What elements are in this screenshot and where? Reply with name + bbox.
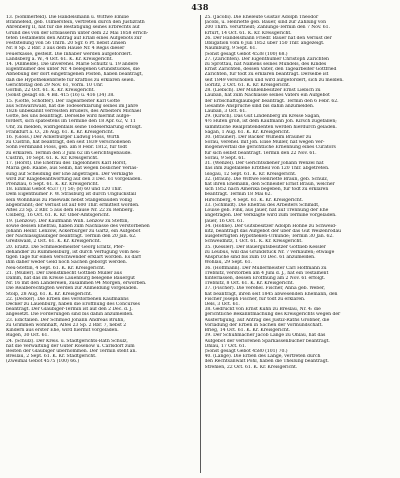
- text-line: 200 Thlrn. verurtheilt; Zahlungs-Termin den 7 Nov. 61.: [204, 25, 330, 31]
- text-line: Greifswald, 2 Oct. 61. K. Kr. Kreisgericht.: [6, 239, 101, 245]
- text-line: 1826 unbekannt verreisten Bruders, des Arbeiters Michael: [6, 108, 141, 114]
- text-line: Johann Heinr. Lenzow, Ackerbürger zu Gartz, ein Aufgebot: [6, 228, 141, 234]
- text-line: Jacobi, u. Henriette geb. Bauer, sind zur Zahlung von: [204, 20, 327, 26]
- right-column: [205, 15, 395, 473]
- text-line: Gerichtstag den 29 Nov. 61, Vorm. 10 Uhr.: [6, 82, 104, 88]
- text-line: hat beantragt, ihren seit 1845 abwesenden Ehemann, den: [204, 291, 338, 297]
- text-line: Altes 23 Sp. 2 Rbr. 5 aus dem Hause Nr. 22 zu Rehberg.: [6, 208, 134, 214]
- text-line: zu Cüstrin, hat beantragt, den seit 1839 verschollenen: [6, 140, 131, 146]
- text-line: angetragen. Der Verklagte wird zum Termine vorgeladen.: [204, 213, 337, 219]
- text-line: Ohlau, 17 Oct. 61.: [204, 343, 247, 349]
- text-line: Nr. 8 Sp. 2 Rbr. 3 aus dem Hause Nr. 4 Regis dieser: [6, 46, 125, 52]
- text-line: 15. (Gotte, Schöffer). Der Tagearbeiter Karl Gotte: [6, 98, 120, 104]
- text-line: 33. (Schmidt). Die Ehefrau des Arbeiters Schmidt,: [204, 202, 320, 208]
- text-line: Gorbin, 22 Oct. 61. K. Kr. Kreisgericht.: [6, 88, 95, 94]
- text-line: Sagan, 1 Aug. 61. K. Kr. Kreisgericht.: [204, 129, 291, 135]
- text-line: 38. Gedruckt von Ernst Kühn zu Breslau, Nr. 4: die: [204, 307, 321, 313]
- text-line: sowie dessen Ehefrau, haben zum Nachlasse des verstorbenen: [6, 223, 150, 229]
- text-line: Trebnitz, verstorben am 4 Juni d. J., hat ein Testament: [204, 270, 329, 276]
- text-line: zu Leubus, will das Grundstück Nr. 7 verkaufen; etwaige: [204, 249, 335, 255]
- text-line: Sorau, 9 Sept. 61.: [204, 155, 246, 161]
- text-line: Jauer, 16 Oct. 61.: [204, 218, 245, 224]
- text-line: Wohlau, 29 Sept. 61.: [204, 260, 252, 266]
- text-line: Gesamte Ansprüche sind bis dahin anzumelden.: [204, 103, 315, 109]
- text-line: 14. (Anmelde). Die unverehel. Marie Schultz u. 19 andere: [6, 61, 139, 67]
- text-line: Lauban, 3 Oct. 61.: [204, 108, 247, 114]
- text-line: Stolp, 28 Aug. 61. K. Kr. Kreisgericht.: [6, 291, 93, 297]
- text-line: Naumburg, 9 Sept. 61.: [204, 46, 257, 52]
- text-line: Lauban, hat zum Nachlasse seines Vaters ein Aufgebot: [204, 93, 330, 99]
- text-line: aus Schwarzwald, hat die Todeserklärung seines im Jahre: [6, 103, 139, 109]
- text-line: 31. (Wenzel). Der Gerichtsdiener Johann Wenzel hat: [204, 161, 324, 167]
- text-line: 36. (Hoffmann). Der Müllermeister Carl Hoffmann zu: [204, 265, 327, 271]
- text-line: Dem Eigenthümer F. W. Strasburg ist durch Unglücksfall: [6, 192, 136, 198]
- text-line: 37. (Fischer). Die verehel. Fischer, Anna geb. Weber,: [204, 286, 325, 292]
- text-line: 21. (Müller). Der Dienstknecht Gottlieb Müller aus: [6, 270, 122, 276]
- text-columns: [6, 15, 394, 473]
- text-line: 35. (Kessler). Der Bauergutsbesitzer Gottlieb Kessler: [204, 244, 326, 250]
- text-line: Neu-Stettin, 4 Sept. 61. K. Kr. Kreisgericht.: [6, 265, 106, 271]
- text-line: Decker zu Lauenburg, haben die Eröffnung des Concurses: [6, 302, 140, 308]
- text-line: 40. (Lange). Die Erben des Lange, vertreten durch: [204, 354, 321, 360]
- text-line: Frankfurt a. O., 26 Aug. 61. K. Kr. Kreisgericht.: [6, 129, 115, 135]
- text-line: Strehlen, 22 Oct. 61. K. Kr. Kreisgericht.: [204, 364, 298, 370]
- text-line: Vorladung der Erben in Sachen der Vormundschaft.: [204, 322, 323, 328]
- text-line: Damm, hat das im Kreise Lauenburg belegene Bauergut: [6, 275, 135, 281]
- text-line: das ihm zugefallene Erbtheil von 120 Thlr. abgetreten.: [204, 166, 330, 172]
- text-line: 30. (Brauner). Der Bäcker Wilhelm Brauner zu: [204, 135, 312, 141]
- text-line: Glogau, 12 Sept. 61. K. Kr. Kreisgericht.: [204, 171, 297, 177]
- text-line: sung auf Scheidung der Ehe angetragen. Der Verklagte: [6, 171, 133, 177]
- text-line: 27. (Zarichten). Der Eigenthümer Christoph Zarichten: [204, 56, 329, 62]
- text-line: 20. Eraltz. Die Schmiedemeister Georg Eraltz, Pfer-: [6, 244, 125, 250]
- text-line: den Rechtsanwalt Pohl, haben die Theilung beantragt.: [204, 359, 329, 365]
- text-line: 32. (Braun). Die Wittwe Henriette Braun, geb. Schulz,: [204, 176, 329, 182]
- text-line: Grund des von der Erblasserin unter dem 22 Mai 1858 errich-: [6, 30, 149, 36]
- text-line: sein Wohnhaus zu Pasewalk nebst Stallgebäuden völlig: [6, 197, 132, 203]
- text-line: 39. Der Schuhmacher Jacob Lange zu Ohlau, hat das: [204, 333, 326, 339]
- left-column: [6, 15, 196, 473]
- text-line: nitz, beantragt das Aufgebot der über das Gut Weizenrodau: [204, 228, 342, 234]
- text-line: Gotte, bei uns beantragt. Derselbe wird hiermit aufge-: [6, 114, 131, 120]
- text-line: Brannefeld, geb. Ullmerstein, vertreten durch den Justizrath: [6, 20, 145, 26]
- text-line: Rügen, 30 Oct. 61.: [6, 333, 49, 339]
- text-line: 26. Der Handelsmann Friedr. Bauer hat den Verlust der: [204, 35, 332, 41]
- text-line: Breslau, 2 Sept. 61. K. Kr. Stadtgericht.: [6, 354, 97, 360]
- text-line: (Zweimal Gebot 4575 (100) 66.): [6, 359, 80, 365]
- text-line: Sorau, verehel. mit Joh. Elise Müller, hat wegen Ver-: [204, 140, 325, 146]
- text-line: Erfurt, 14 Oct. 61. K. Kr. Kreisgericht.: [204, 30, 292, 36]
- text-line: Görlitz, 2 Oct. 61. K. Kr. Kreisgericht.: [204, 82, 291, 88]
- text-line: Aufgebot der verlorenen Sparkassenbücher beantragt.: [204, 338, 330, 344]
- text-line: sich 1852 nach Amerika begeben, für todt zu erklären: [204, 187, 329, 193]
- text-line: sämmtliche Realprätendenten werden hierdurch geladen.: [204, 124, 337, 130]
- text-line: Feststellung von 56 Thlrn. 20 Sgr. 6 Pf. nebst Zinsen: [6, 41, 126, 47]
- text-line: Ahrenberg II, hat für die Bestätigung seines Erbrechts auf: [6, 25, 140, 31]
- text-line: beantragt. Termin 18 Mai 62.: [204, 192, 272, 198]
- text-line: 16. (Gloss.) Der Ackerbürger Ludwig Floss, Wirth: [6, 135, 120, 141]
- text-line: 4½ Hufen groß, ist dem Kaufmann Joh. Kirsch zugefallen;: [204, 119, 337, 125]
- text-line: 29. (Kirsch). Das Gut Lindenberg im Kreise Sagan,: [204, 114, 321, 120]
- column-divider: [200, 15, 201, 473]
- text-line: Feuerkasse, gestellt. Die Inhaber werden aufgefordert.: [6, 51, 132, 57]
- text-line: (Sonst gesagt Gebot 4580 (101) 70.): [204, 349, 288, 354]
- text-line: tigen Tage für einen Verschwender erklärt worden. Es darf: [6, 255, 141, 261]
- text-line: Ausfertigung, auf Antrag des Justiz-Raths Gröbner, die: [204, 317, 330, 323]
- text-line: für sich selbst beantragt. Termin den 22 Nov. 61.: [204, 150, 317, 156]
- text-line: Maria geb. Raabe, aus Sellin, hat wegen böslicher Verlas-: [6, 166, 138, 172]
- text-line: hat ihren Ehemann, den Schneider Ernst Braun, welcher: [204, 182, 335, 187]
- text-line: Brieg, 14 Oct. 61. K. Kr. Kreisgericht.: [204, 328, 291, 334]
- text-line: Trebnitz, 8 Oct. 61. K. Kr. Kreisgericht.: [204, 281, 294, 287]
- text-line: Schweidnitz, 1 Oct. 61. K. Kr. Kreisgericht.: [204, 239, 303, 245]
- text-line: Landsberg a. W., 4 Oct. 61. K. Kr. Kreisgericht.: [6, 56, 113, 62]
- text-line: 13. (Sommerfeld). Die Handelsmann u. Wittwe Emilie: [6, 15, 129, 20]
- text-line: Louise geb. Fink, aus Jauer, hat auf Trennung der Ehe: [204, 208, 329, 214]
- text-line: Die Realberechtigten werden zur Anmeldung vorgeladen.: [6, 286, 138, 292]
- text-line: ihm daher weder Geld noch Sachen geborgt werden.: [6, 260, 128, 266]
- text-line: 23. Edictalien. Der Schmied Johann Andreas Bruhn,: [6, 317, 125, 323]
- text-line: zu Grimmen wohnhaft, Altes 23 Sp. 2 Rbr. 7, nebst 2: [6, 322, 127, 328]
- page-number: 438: [191, 2, 209, 12]
- text-line: ausgefertigten Hypotheken-Urkunde; Termin 30 Jan. 62.: [204, 234, 334, 240]
- text-line: 25. (Jacobi). Die Eheleute Gustav Adolph Theodor: [204, 15, 319, 20]
- text-line: hinterlassen, dessen Eröffnung am 2 Nov. 61 erfolgt.: [204, 275, 326, 281]
- text-line: 34. (Höhne). Der Gutsbesitzer Adolph Höhne zu Schweid-: [204, 223, 337, 229]
- text-line: angesetzt. Die Forderungen sind bis dahin anzumelden.: [6, 312, 134, 318]
- text-line: hat die Verwaltung der Güter Rosenow u. Carlsdorf zum: [6, 343, 135, 349]
- text-line: Oels, 3 Oct. 61.: [204, 302, 240, 308]
- text-line: Prenzlau, 6 Sept. 61. K. Kr. Kreisgericht.: [6, 182, 99, 187]
- text-line: Ansprüche sind bis zum 10 Dec. 61 anzumelden.: [204, 255, 316, 261]
- text-line: 28. (Liebich). Der Mühlenbesitzer Ernst Liebich zu: [204, 88, 321, 94]
- text-line: 19. (Lenzow). Der Kaufmann Wilh. Lenzow zu Stettin,: [6, 218, 129, 224]
- text-line: beantragt. Der Gläubiger-Termin ist auf den 2 Dec. d. J.: [6, 307, 133, 313]
- text-line: Zarichten, für todt zu erklären beantragt. Derselbe ist: [204, 72, 329, 78]
- text-line: dehändler zu Rummelsburg, ist durch Verfügung vom heu-: [6, 249, 141, 255]
- text-line: (Sonst gesagt ob. 4 Bd. 415 (16) u. 416 (34) 38.: [6, 93, 115, 99]
- text-line: Besten der Gläubiger übernommen. Der Termin steht an.: [6, 349, 137, 354]
- text-line: Fischer Joseph Fischer, für todt zu erklären.: [204, 296, 306, 302]
- text-line: teten Testaments den Antrag auf Erlaß eines Aufgebots zur: [6, 35, 142, 41]
- text-line: 24. (Schulz). Der Kreis. u. Stadtgerichts-Rath Schulz,: [6, 338, 128, 344]
- text-line: Eigenthümer des unter Nr. 4 belegenen Grundstückes, die: [6, 67, 140, 73]
- text-line: seit 1849 verschollen und wird aufgefordert, sich zu melden.: [204, 77, 344, 83]
- text-line: zu Sprottau, hat Namens seines Mündels, des Kindes: [204, 61, 327, 67]
- text-line: zu erklären. Termin den 3 Juni 62 im Gerichtsgebäude.: [6, 150, 132, 156]
- text-line: mögensverfall die gerichtliche Ernennung eines Curators: [204, 145, 336, 151]
- text-line: Colberg, 16 Oct. 61. K. Kr. Ober-Amtsgericht.: [6, 213, 111, 219]
- text-line: daß die Hypothekenbriefe für kraftlos zu erklären seien.: [6, 77, 135, 83]
- text-line: wird zur Klagebeantwortung auf den 3 Dec. 61 vorgeladen.: [6, 176, 142, 182]
- text-line: der Nachlassgläubiger beantragt. Termin den 20 Jan. 62.: [6, 234, 137, 240]
- text-line: Nr. 16 mit den Ländereien, zusammen 94 Morgen, erworben.: [6, 281, 147, 287]
- text-line: der Erbschaftsgläubiger beantragt. Termin den 6 Febr. 62.: [204, 98, 339, 104]
- text-line: Cüstrin, 10 Sept. 61. K. Kr. Kreisgericht.: [6, 155, 99, 161]
- text-line: fordert, sich spätestens im Termine den 18 Apr. 62, V. 11: [6, 119, 136, 125]
- text-line: gerichtliche Bekanntmachung des Kreisgerichts wegen der: [204, 312, 341, 318]
- text-line: Ernst Zarichten, dessen Vater, den Tagearbeiter Gottfried: [204, 67, 337, 73]
- text-line: 22. (Decker). Die Erben des verstorbenen Kaufmanns: [6, 296, 129, 302]
- text-line: Hirschberg, 4 Sept. 61. K. Kr. Kreisgericht.: [204, 197, 304, 203]
- text-line: Uhr, zu melden, widrigenfalls seine Todeserklärung erfolgt.: [6, 124, 142, 130]
- text-line: abgebrannt; der Verlust ist auf 600 Thlr. ermittelt worden.: [6, 202, 140, 208]
- text-line: Sohn Ferdinand Floss, geb. am 8 Febr. 1812, für todt: [6, 145, 128, 151]
- text-line: Kindern aus erster Ehe, wird hiermit vorgeladen.: [6, 328, 119, 334]
- text-line: Obligation vom 6 Juli 1852 über 150 Thlr. angezeigt.: [204, 41, 325, 47]
- text-line: Abhebung der dort eingetragenen Posten, haben beantragt,: [6, 72, 143, 78]
- text-line: 18. Einmal Gebot 4537 (7) 50; (8) 60 und 120 Thlr.: [6, 187, 122, 193]
- text-line: 17. (Horst). Die Ehefrau des Tagelöhners Karl Horst,: [6, 161, 127, 167]
- text-line: (Sonst gesagt Gebot 4538 (100) 68.): [204, 51, 288, 57]
